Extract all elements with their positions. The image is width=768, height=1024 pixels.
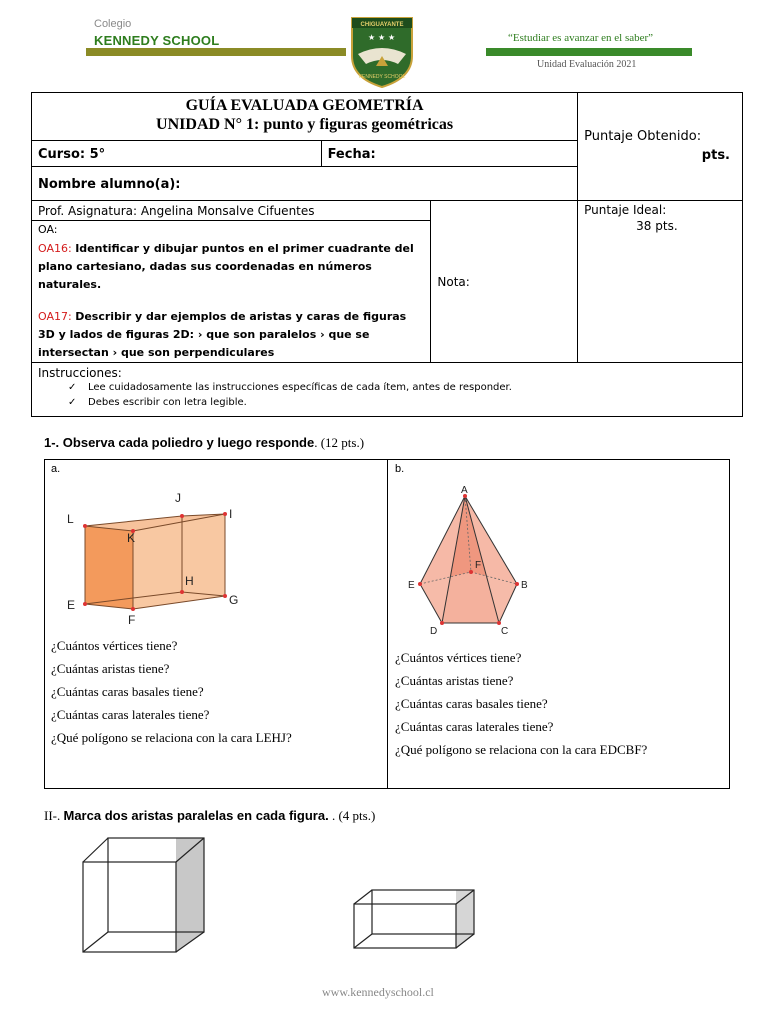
question-line: ¿Qué polígono se relaciona con la cara LEHJ? bbox=[51, 730, 292, 745]
unidad-evaluacion: Unidad Evaluación 2021 bbox=[537, 59, 637, 70]
oa16-text: Identificar y dibujar puntos en el primer cuadrante del plano cartesiano, dadas sus coordenadas en números naturales. bbox=[38, 242, 414, 291]
question-2-prefix: II-. bbox=[44, 808, 64, 823]
school-name: KENNEDY SCHOOL bbox=[94, 33, 220, 48]
oa16-objective: OA16: Identificar y dibujar puntos en el primer cuadrante del plano cartesiano, dadas sus coordenadas en números naturales. bbox=[38, 242, 414, 291]
profesor-label: Prof. Asignatura: Angelina Monsalve Cifuentes bbox=[38, 203, 315, 218]
logo-bottom-text: KENNEDY SCHOOL bbox=[358, 74, 406, 80]
nombre-alumno-label: Nombre alumno(a): bbox=[38, 176, 181, 192]
question-2-text: Marca dos aristas paralelas en cada figura. bbox=[63, 808, 329, 823]
footer-url[interactable]: www.kennedyschool.cl bbox=[322, 985, 434, 999]
question-1-box bbox=[44, 459, 730, 789]
vertex-label: F bbox=[128, 613, 136, 626]
pts-label: pts. bbox=[701, 148, 730, 163]
vertex-label: L bbox=[67, 512, 74, 526]
oa-label: OA: bbox=[38, 223, 58, 236]
cube-figure[interactable] bbox=[78, 834, 210, 956]
question-2-title bbox=[44, 808, 375, 824]
puntaje-obtenido-label: Puntaje Obtenido: bbox=[584, 129, 702, 144]
question-line: ¿Qué polígono se relaciona con la cara EDCBF? bbox=[395, 742, 648, 757]
vertex-label: J bbox=[175, 491, 181, 505]
instrucciones-list bbox=[38, 380, 736, 410]
svg-text:★: ★ bbox=[368, 33, 376, 42]
info-table bbox=[31, 92, 743, 417]
figure-b-label: b. bbox=[395, 463, 405, 475]
unit-title: UNIDAD N° 1: punto y figuras geométricas bbox=[156, 116, 454, 133]
vertex-label: E bbox=[408, 580, 415, 591]
figure-a-questions bbox=[51, 638, 292, 753]
oa17-text: Describir y dar ejemplos de aristas y caras de figuras 3D y lados de figuras 2D: › que son paralelos › que se intersectan › que son perpendiculares bbox=[38, 310, 407, 359]
puntaje-ideal-value: 38 pts. bbox=[636, 219, 678, 233]
logo-top-text: CHIGUAYANTE bbox=[360, 22, 404, 28]
figure-a-label: a. bbox=[51, 463, 61, 475]
vertex-label: B bbox=[521, 580, 528, 591]
question-line: ¿Cuántas caras basales tiene? bbox=[395, 696, 548, 711]
instruccion-item: ✓ Lee cuidadosamente las instrucciones específicas de cada ítem, antes de responder. bbox=[88, 380, 736, 395]
question-line: ¿Cuántas caras laterales tiene? bbox=[395, 719, 554, 734]
question-line: ¿Cuántos vértices tiene? bbox=[395, 650, 522, 665]
vertex-label: D bbox=[430, 626, 438, 637]
question-1-text: 1-. Observa cada poliedro y luego responde bbox=[44, 435, 315, 450]
school-motto: “Estudiar es avanzar en el saber” bbox=[508, 32, 654, 44]
vertex-label: K bbox=[127, 531, 136, 545]
question-line: ¿Cuántos vértices tiene? bbox=[51, 638, 178, 653]
fecha-label: Fecha: bbox=[327, 146, 376, 162]
svg-text:★: ★ bbox=[388, 33, 396, 42]
instrucciones-label: Instrucciones: bbox=[38, 366, 122, 380]
vertex-label: I bbox=[229, 507, 233, 521]
nota-label: Nota: bbox=[437, 274, 470, 289]
oa16-code: OA16 bbox=[38, 242, 68, 255]
vertex-label: A bbox=[461, 486, 468, 496]
vertex-label: E bbox=[67, 598, 76, 612]
question-line: ¿Cuántas caras laterales tiene? bbox=[51, 707, 210, 722]
figure-b-questions bbox=[395, 650, 647, 765]
puntaje-ideal-label: Puntaje Ideal: bbox=[584, 203, 667, 217]
vertex-label: H bbox=[185, 574, 194, 588]
rectangular-prism-figure-2[interactable] bbox=[350, 886, 478, 954]
school-crest-logo bbox=[348, 16, 416, 88]
vertex-label: F bbox=[475, 560, 482, 571]
question-line: ¿Cuántas aristas tiene? bbox=[395, 673, 514, 688]
vertex-label: C bbox=[501, 626, 509, 637]
guide-title: GUÍA EVALUADA GEOMETRÍA bbox=[185, 97, 424, 114]
question-1-points: . (12 pts.) bbox=[314, 435, 365, 450]
vertex-label: G bbox=[229, 593, 239, 607]
question-2-points: . (4 pts.) bbox=[328, 808, 376, 823]
svg-text:★: ★ bbox=[378, 33, 386, 42]
pentagonal-pyramid-figure bbox=[405, 486, 585, 638]
instruccion-item: ✓ Debes escribir con letra legible. bbox=[88, 395, 736, 410]
curso-label: Curso: 5° bbox=[38, 146, 106, 162]
school-prefix: Colegio bbox=[94, 18, 132, 30]
oa17-objective: OA17: Describir y dar ejemplos de aristas y caras de figuras 3D y lados de figuras 2D: › que son paralelos › que se intersectan › que son perpendiculares bbox=[38, 310, 407, 359]
question-line: ¿Cuántas aristas tiene? bbox=[51, 661, 170, 676]
question-1-title bbox=[44, 435, 364, 451]
oa17-code: OA17 bbox=[38, 310, 68, 323]
rectangular-prism-figure bbox=[55, 486, 265, 626]
question-line: ¿Cuántas caras basales tiene? bbox=[51, 684, 204, 699]
